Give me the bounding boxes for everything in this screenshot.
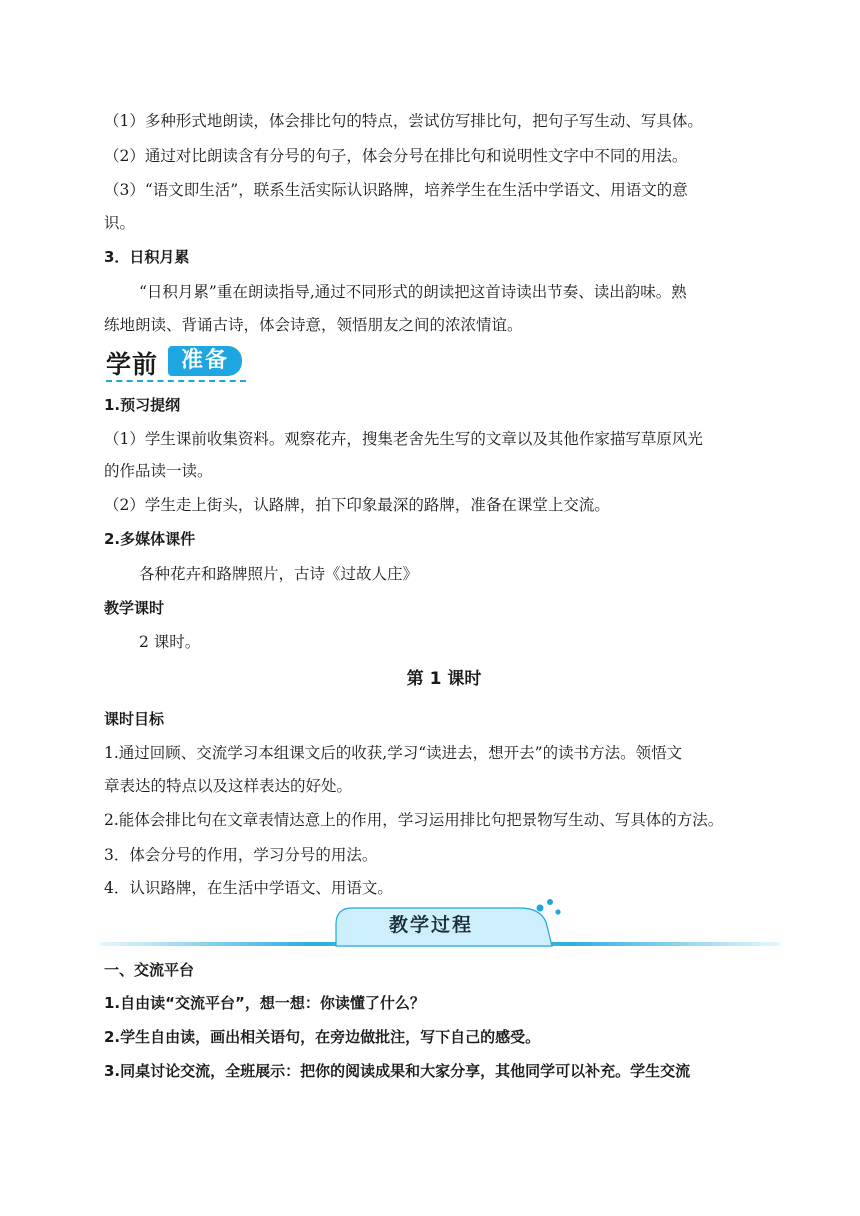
section-heading-daily: 3．日积月累: [104, 248, 190, 266]
objective-line-3: （3）“语文即生活”，联系生活实际认识路牌，培养学生在生活中学语文、用语文的意: [104, 181, 688, 199]
goal-line-2: 2.能体会排比句在文章表情达意上的作用，学习运用排比句把景物写生动、写具体的方法。: [104, 811, 724, 829]
goal-line-1-cont: 章表达的特点以及这样表达的好处。: [104, 777, 353, 795]
goal-line-4: 4．认识路牌，在生活中学语文、用语文。: [104, 879, 393, 897]
process-step-2: 2.学生自由读，画出相关语句，在旁边做批注，写下自己的感受。: [104, 1028, 541, 1046]
prep-heading-media: 2.多媒体课件: [104, 530, 196, 548]
section-banner-teaching-process: [100, 898, 780, 952]
banner-title: 教学过程: [388, 914, 473, 936]
splash-dot-icon: [547, 899, 553, 905]
splash-dot-icon: [537, 905, 544, 912]
lesson-goals-heading: 课时目标: [104, 710, 165, 728]
objective-line-1: （1）多种形式地朗读，体会排比句的特点，尝试仿写排比句，把句子写生动、写具体。: [104, 112, 703, 130]
badge-text-part1: 学前: [106, 350, 159, 379]
prep-line-2: 的作品读一读。: [104, 462, 213, 480]
objective-line-2: （2）通过对比朗读含有分号的句子，体会分号在排比句和说明性文字中不同的用法。: [104, 147, 688, 165]
daily-paragraph-line-2: 练地朗读、背诵古诗，体会诗意，领悟朋友之间的浓浓情谊。: [104, 316, 523, 334]
objective-line-3-cont: 识。: [104, 214, 136, 232]
prep-heading-periods: 教学课时: [104, 599, 165, 617]
process-step-3: 3.同桌讨论交流，全班展示：把你的阅读成果和大家分享，其他同学可以补充。学生交流: [104, 1062, 691, 1080]
section-badge-preparation: [104, 343, 246, 383]
process-step-1: 1.自由读“交流平台”，想一想：你读懂了什么？: [104, 994, 425, 1012]
prep-line-media: 各种花卉和路牌照片，古诗《过故人庄》: [139, 565, 419, 583]
daily-paragraph-line-1: “日积月累”重在朗读指导,通过不同形式的朗读把这首诗读出节奏、读出韵味。熟: [139, 283, 687, 301]
goal-line-1: 1.通过回顾、交流学习本组课文后的收获,学习“读进去，想开去”的读书方法。领悟文: [104, 744, 683, 762]
prep-line-periods: 2 课时。: [139, 633, 201, 651]
process-heading-exchange: 一、交流平台: [104, 961, 195, 979]
badge-text-part2: 准备: [168, 346, 242, 376]
badge-underline: [106, 380, 246, 382]
prep-line-1: （1）学生课前收集资料。观察花卉，搜集老舍先生写的文章以及其他作家描写草原风光: [104, 430, 703, 448]
splash-dot-icon: [555, 909, 560, 914]
prep-line-3: （2）学生走上街头，认路牌，拍下印象最深的路牌，准备在课堂上交流。: [104, 496, 610, 514]
lesson-title: 第 1 课时: [406, 669, 482, 689]
goal-line-3: 3．体会分号的作用，学习分号的用法。: [104, 846, 378, 864]
prep-heading-outline: 1.预习提纲: [104, 396, 181, 414]
